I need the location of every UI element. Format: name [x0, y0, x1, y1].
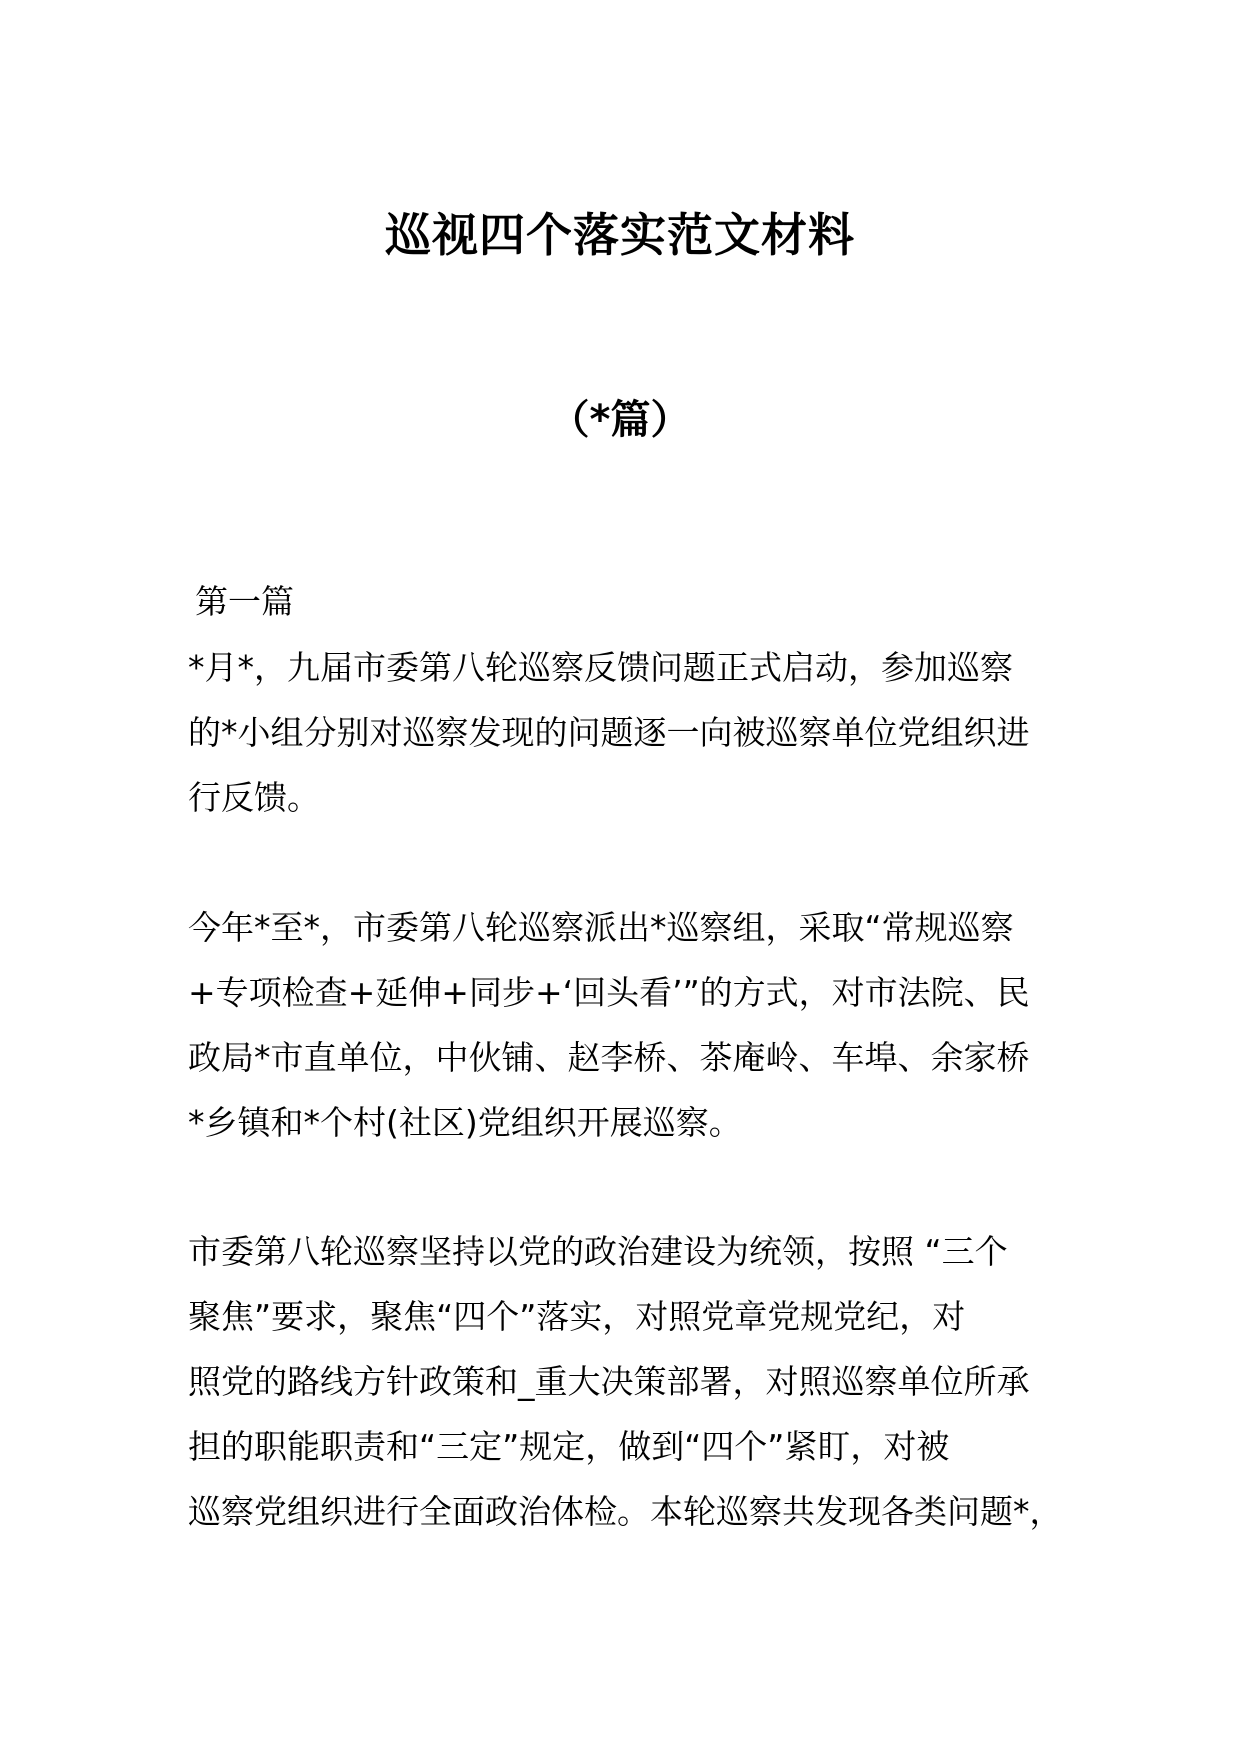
- paragraph-line: 担的职能职责和“三定”规定，做到“四个”紧盯，对被: [188, 1427, 950, 1466]
- paragraph-1: [188, 635, 1068, 830]
- paragraph-line: 行反馈。: [188, 778, 320, 817]
- paragraph-3: [188, 1219, 1068, 1544]
- paragraph-2: [188, 895, 1068, 1155]
- paragraph-line: *月*，九届市委第八轮巡察反馈问题正式启动，参加巡察: [188, 648, 1013, 687]
- paragraph-line: 聚焦”要求，聚焦“四个”落实，对照党章党规党纪，对: [188, 1297, 966, 1336]
- paragraph-line: +专项检查+延伸+同步+‘回头看’”的方式，对市法院、民: [188, 973, 1030, 1012]
- section-label: 第一篇: [195, 582, 294, 621]
- paragraph-line: 市委第八轮巡察坚持以党的政治建设为统领，按照 “三个: [188, 1232, 1008, 1271]
- paragraph-line: 照党的路线方针政策和_重大决策部署，对照巡察单位所承: [188, 1362, 1030, 1401]
- paragraph-line: 今年*至*，市委第八轮巡察派出*巡察组，采取“常规巡察: [188, 908, 1014, 947]
- paragraph-line: 政局*市直单位，中伙铺、赵李桥、茶庵岭、车埠、余家桥: [188, 1038, 1030, 1077]
- document-title: 巡视四个落实范文材料: [385, 208, 855, 262]
- paragraph-line: 的*小组分别对巡察发现的问题逐一向被巡察单位党组织进: [188, 713, 1030, 752]
- document-subtitle: （*篇）: [549, 397, 691, 443]
- paragraph-line: 巡察党组织进行全面政治体检。本轮巡察共发现各类问题*，: [188, 1492, 1063, 1531]
- paragraph-line: *乡镇和*个村(社区)党组织开展巡察。: [188, 1103, 742, 1142]
